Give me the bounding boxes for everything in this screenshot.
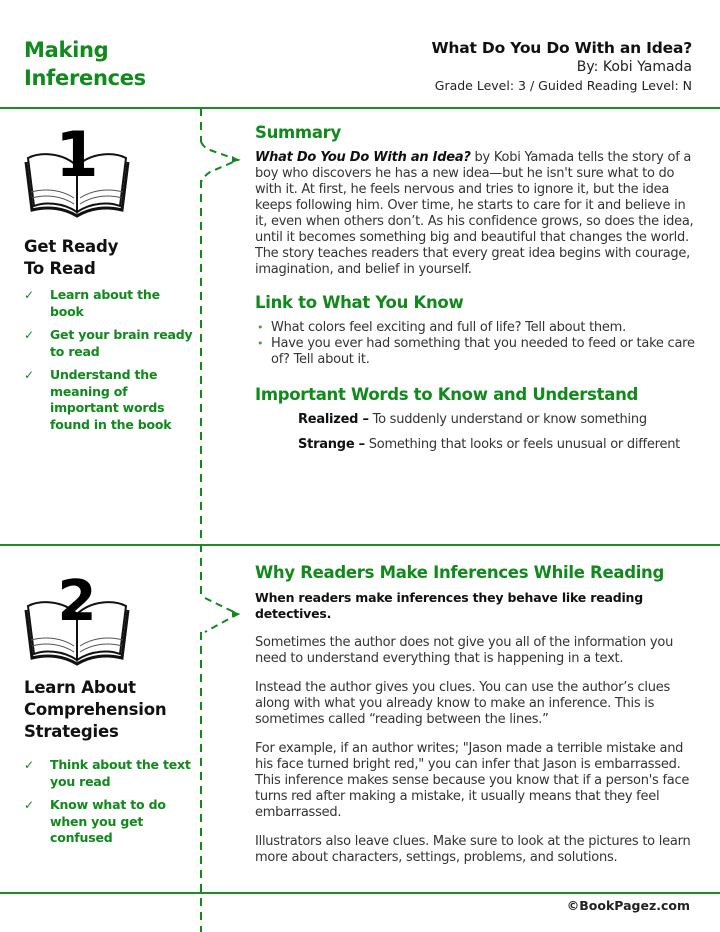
- bullet-item: • What colors feel exciting and full of life? Tell about them.: [257, 320, 626, 335]
- reading-level: Grade Level: 3 / Guided Reading Level: N: [434, 78, 692, 93]
- divider-bottom: [0, 892, 720, 894]
- dashed-divider: [200, 108, 202, 142]
- link-bullets: [255, 320, 700, 368]
- dashed-divider: [200, 530, 202, 600]
- summary-text: What Do You Do With an Idea? by Kobi Yamada tells the story of a boy who discovers he has a new idea—but he isn't sure what to do with it. At first, he feels nervous and tries to ignore it, but the idea keeps following him. Over time, he starts to care for it and believe in it, even when others don’t. As his confidence grows, so does the idea, until it becomes something big and beautiful that changes the world. The story teaches readers that every great idea begins with courage, imagination, and belief in yourself.: [255, 150, 694, 277]
- checklist-item: ✓ Think about the text you read: [24, 757, 191, 789]
- dashed-arrow-icon: [196, 140, 246, 184]
- page-title-line1: Making: [24, 38, 109, 62]
- dashed-arrow-icon: [196, 596, 246, 636]
- checklist-item: ✓ Learn about the book: [24, 287, 160, 319]
- book-title: What Do You Do With an Idea?: [431, 39, 692, 57]
- bullet-icon: •: [257, 337, 264, 350]
- book-author: By: Kobi Yamada: [576, 59, 692, 75]
- why-paragraph: Illustrators also leave clues. Make sure to look at the pictures to learn more about characters, settings, problems, and solutions.: [255, 834, 691, 865]
- link-heading: Link to What You Know: [255, 293, 464, 312]
- page-title-line2: Inferences: [24, 66, 146, 90]
- step2-checklist: [24, 757, 194, 854]
- why-heading: Why Readers Make Inferences While Reading: [255, 563, 665, 582]
- divider-middle: [0, 544, 720, 546]
- checkmark-icon: ✓: [24, 288, 34, 302]
- book-info: [432, 39, 692, 94]
- checklist-item: ✓ Know what to do when you get confused: [24, 797, 166, 845]
- checkmark-icon: ✓: [24, 328, 34, 342]
- why-paragraph: Sometimes the author does not give you all of the information you need to understand everything that is happening in a text.: [255, 635, 674, 666]
- why-paragraph: Instead the author gives you clues. You can use the author’s clues along with what you already know to make an inference. This is sometimes called “reading between the lines.”: [255, 680, 671, 727]
- step1-title: Get Ready To Read: [24, 237, 119, 278]
- step1-checklist: [24, 287, 194, 440]
- checklist-item: ✓ Get your brain ready to read: [24, 327, 193, 359]
- open-book-icon: [22, 562, 132, 672]
- why-section: [255, 562, 700, 879]
- summary-heading: Summary: [255, 123, 341, 142]
- vocab-item: Realized – To suddenly understand or know something: [298, 412, 647, 427]
- summary-section: [255, 122, 700, 462]
- dashed-divider: [200, 632, 202, 932]
- checklist-item: ✓ Understand the meaning of important words found in the book: [24, 367, 172, 432]
- vocabulary-list: [298, 412, 700, 453]
- checkmark-icon: ✓: [24, 758, 34, 772]
- step-number: 2: [57, 569, 97, 634]
- copyright: ©BookPagez.com: [566, 898, 690, 913]
- step2-title: Learn About Comprehension Strategies: [24, 678, 167, 741]
- checkmark-icon: ✓: [24, 368, 34, 382]
- why-paragraph: For example, if an author writes; "Jason made a terrible mistake and his face turned bright red," you can infer that Jason is embarrassed. This inference makes sense because you know that if a person's face turns red after making a mistake, it usually means that they feel embarrassed.: [255, 741, 690, 820]
- open-book-icon: [22, 114, 132, 224]
- bullet-item: • Have you ever had something that you needed to feed or take care of? Tell about it.: [257, 336, 695, 367]
- bullet-icon: •: [257, 321, 264, 334]
- divider-top: [0, 107, 720, 109]
- page-title: [24, 36, 146, 92]
- words-heading: Important Words to Know and Understand: [255, 385, 639, 404]
- dashed-divider: [200, 180, 202, 544]
- why-lead: When readers make inferences they behave like reading detectives.: [255, 590, 643, 621]
- vocab-item: Strange – Something that looks or feels unusual or different: [298, 437, 681, 452]
- step-number: 1: [55, 118, 99, 191]
- checkmark-icon: ✓: [24, 798, 34, 812]
